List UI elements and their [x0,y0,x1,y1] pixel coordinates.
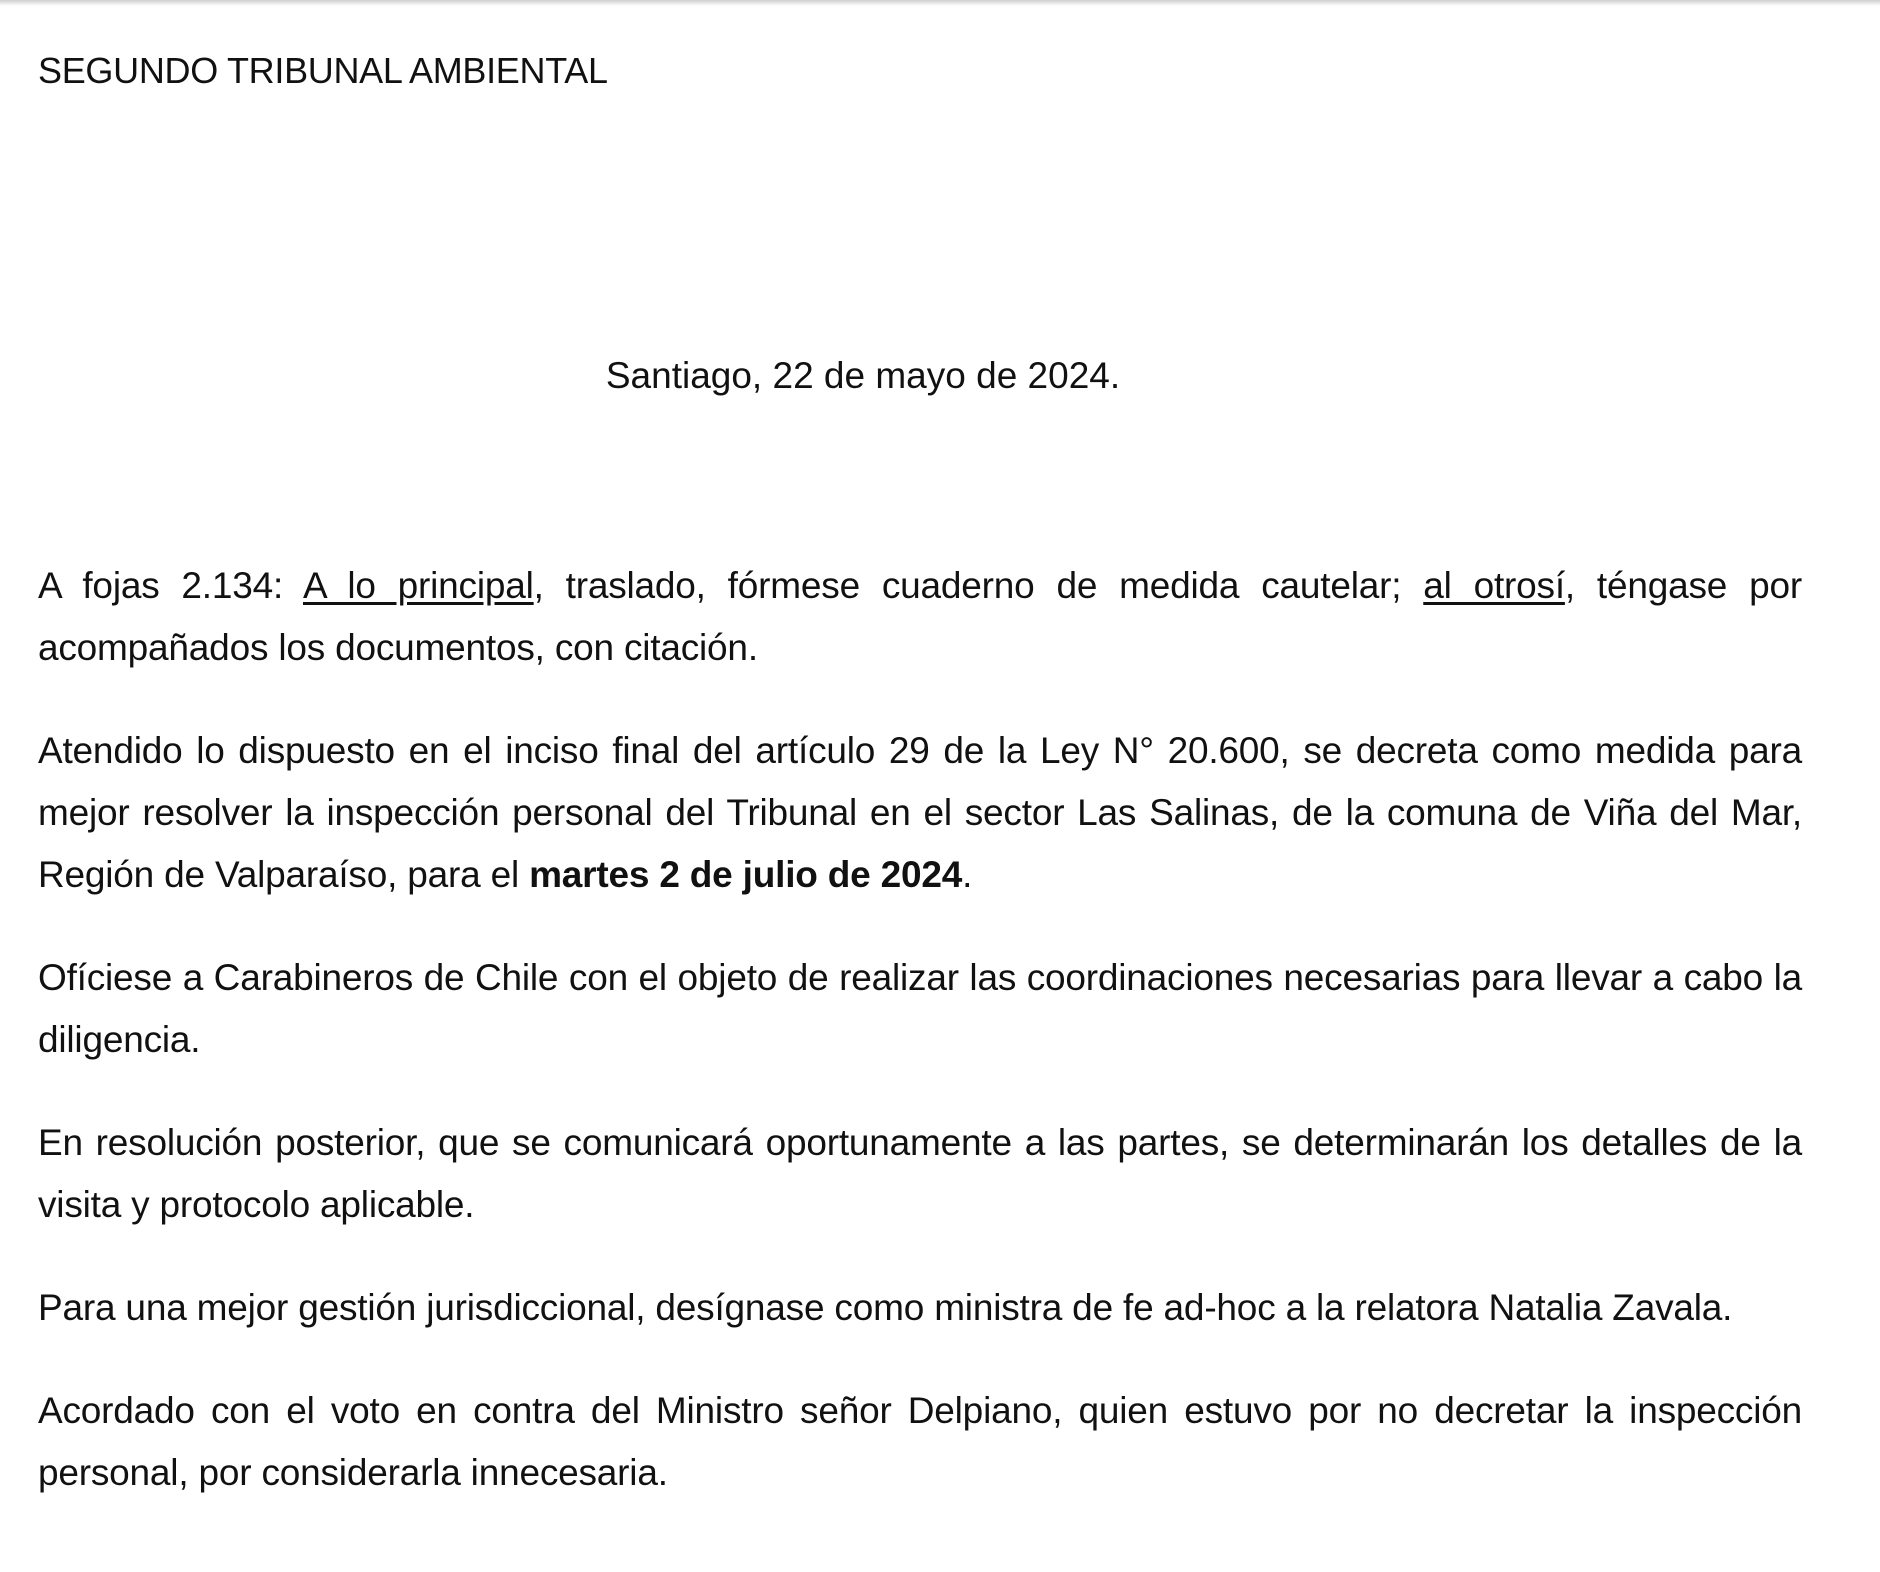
paragraph-carabineros: Ofíciese a Carabineros de Chile con el objeto de realizar las coordinaciones necesarias para llevar a cabo la diligencia. [38,957,1802,1060]
paragraph-resolucion-posterior: En resolución posterior, que se comunicará oportunamente a las partes, se determinarán los detalles de la visita y protocolo aplicable. [38,1122,1802,1225]
inspeccion-date-bold: martes 2 de julio de 2024 [529,854,963,895]
paragraph-inspeccion [38,720,1802,906]
dateline: Santiago, 22 de mayo de 2024. [605,355,1121,396]
page-top-edge [0,0,1880,6]
otrosi-underlined: al otrosí [1423,565,1565,606]
paragraph-fojas [38,555,1802,679]
inspeccion-tail: . [962,854,973,895]
fojas-lead: A fojas 2.134: [38,565,303,606]
court-name-heading: SEGUNDO TRIBUNAL AMBIENTAL [38,50,608,91]
inspeccion-text: Atendido lo dispuesto en el inciso final del artículo 29 de la Ley N° 20.600, se decreta como medida para mejor resolver la inspección personal del Tribunal en el sector Las Salinas, de la comuna de Viña del Mar, Región de Valparaíso, para el [38,730,1802,895]
paragraph-ministra-de-fe: Para una mejor gestión jurisdiccional, desígnase como ministra de fe ad-hoc a la relatora Natalia Zavala. [38,1287,1733,1328]
resolution-body [38,555,1802,1504]
paragraph-voto-en-contra: Acordado con el voto en contra del Ministro señor Delpiano, quien estuvo por no decretar la inspección personal, por considerarla innecesaria. [38,1390,1802,1493]
fojas-mid: , traslado, fórmese cuaderno de medida cautelar; [533,565,1424,606]
principal-underlined: A lo principal [302,565,534,606]
fojas-tail: , téngase por acompañados los documentos, con citación. [38,565,1802,668]
